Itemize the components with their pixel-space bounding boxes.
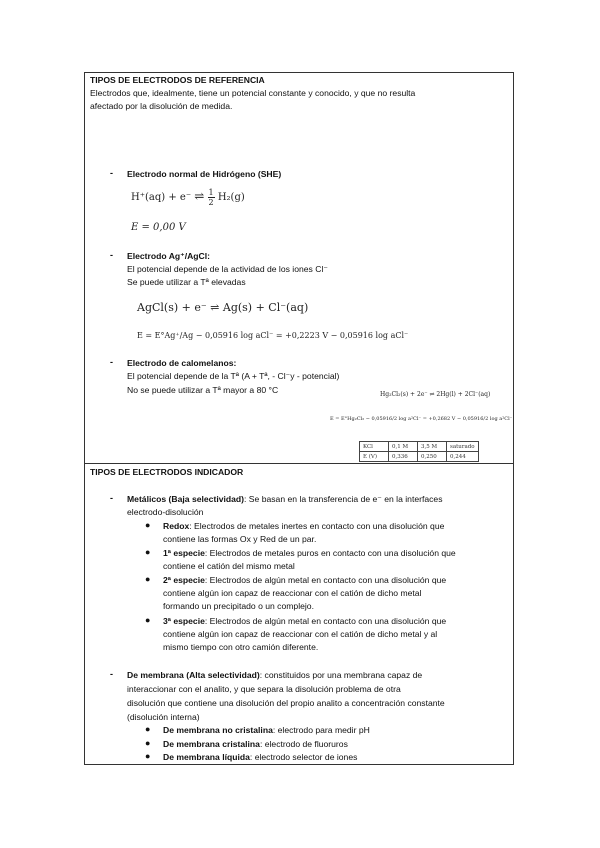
bullet-dash: - <box>110 168 113 178</box>
bullet-dot: ● <box>145 738 151 748</box>
list-item-line: contiene el catión del mismo metal <box>163 561 295 571</box>
agcl-description: Se puede utilizar a Tª elevadas <box>127 277 246 287</box>
table-row <box>360 452 479 462</box>
reference-intro-line: afectado por la disolución de medida. <box>90 101 233 111</box>
list-item: Redox: Electrodos de metales inertes en contacto con una disolución que <box>163 521 445 531</box>
list-item-line: mismo tiempo con otro camión diferente. <box>163 642 319 652</box>
indicator-section-title: TIPOS DE ELECTRODOS INDICADOR <box>90 467 244 477</box>
she-title: Electrodo normal de Hidrógeno (SHE) <box>127 169 282 179</box>
she-potential: E = 0,00 V <box>131 222 186 233</box>
table-cell: 3,5 M <box>418 442 447 452</box>
table-cell: 0,1 M <box>389 442 418 452</box>
list-item-line: contiene las formas Ox y Red de un par. <box>163 534 317 544</box>
table-cell: saturado <box>447 442 479 452</box>
table-row <box>360 442 479 452</box>
bullet-dash: - <box>110 669 113 679</box>
list-item: 2ª especie: Electrodos de algún metal en contacto con una disolución que <box>163 575 447 585</box>
list-item: De membrana no cristalina: electrodo para medir pH <box>163 725 370 735</box>
membrane-paragraph-line: disolución que contiene una disolución del propio analito a concentración constante <box>127 698 445 708</box>
agcl-description: El potencial depende de la actividad de los iones Cl⁻ <box>127 264 328 274</box>
bullet-dash: - <box>110 357 113 367</box>
calomel-nernst-equation: E = E°Hg₂Cl₂ − 0,05916/2 log a²Cl⁻ = +0,2682 V − 0,05916/2 log a²Cl⁻ <box>330 416 513 422</box>
table-cell: 0,336 <box>389 452 418 462</box>
bullet-dot: ● <box>145 615 151 625</box>
bullet-dash: - <box>110 493 113 503</box>
metallic-paragraph-line: electrodo-disolución <box>127 507 204 517</box>
table-cell: 0,250 <box>418 452 447 462</box>
list-item-line: contiene algún ion capaz de reaccionar con el catión de dicho metal y al <box>163 629 438 639</box>
bullet-dot: ● <box>145 520 151 530</box>
she-half-reaction: H⁺(aq) + e⁻ ⇌ $\frac{1}{2}$ H₂(g) <box>131 188 245 207</box>
table-cell: E (V) <box>360 452 389 462</box>
agcl-title: Electrodo Ag⁺/AgCl: <box>127 251 210 261</box>
list-item-line: contiene algún ion capaz de reaccionar con el catión de dicho metal <box>163 588 422 598</box>
list-item: 1ª especie: Electrodos de metales puros en contacto con una disolución que <box>163 548 456 558</box>
reference-intro-line: Electrodos que, idealmente, tiene un potencial constante y conocido, y que no resulta <box>90 88 416 98</box>
list-item: 3ª especie: Electrodos de algún metal en contacto con una disolución que <box>163 616 447 626</box>
calomel-description: El potencial depende de la Tª (A + Tª, - Cl⁻y - potencial) <box>127 371 340 381</box>
agcl-nernst-equation: E = E°Ag⁺/Ag − 0,05916 log aCl⁻ = +0,2223 V − 0,05916 log aCl⁻ <box>137 331 409 340</box>
calomel-half-reaction: Hg₂Cl₂(s) + 2e⁻ ⇌ 2Hg(l) + 2Cl⁻(aq) <box>380 391 491 398</box>
calomel-title: Electrodo de calomelanos: <box>127 358 237 368</box>
calomel-description: No se puede utilizar a Tª mayor a 80 °C <box>127 385 279 395</box>
list-item-line: formando un precipitado o un complejo. <box>163 601 314 611</box>
table-cell: KCl <box>360 442 389 452</box>
bullet-dash: - <box>110 250 113 260</box>
list-item: De membrana cristalina: electrodo de fluoruros <box>163 739 348 749</box>
membrane-paragraph: De membrana (Alta selectividad): constituidos por una membrana capaz de <box>127 670 423 680</box>
membrane-title: De membrana (Alta selectividad) <box>127 670 260 680</box>
agcl-half-reaction: AgCl(s) + e⁻ ⇌ Ag(s) + Cl⁻(aq) <box>137 301 309 314</box>
bullet-dot: ● <box>145 724 151 734</box>
metallic-title: Metálicos (Baja selectividad) <box>127 494 245 504</box>
metallic-paragraph: Metálicos (Baja selectividad): Se basan en la transferencia de e⁻ en la interfaces <box>127 494 443 504</box>
bullet-dot: ● <box>145 547 151 557</box>
bullet-dot: ● <box>145 751 151 761</box>
calomel-potential-table <box>359 441 479 462</box>
membrane-paragraph-line: interaccionar con el analito, y que separa la disolución problema de otra <box>127 684 401 694</box>
list-item: De membrana líquida: electrodo selector de iones <box>163 752 358 762</box>
membrane-paragraph-line: (disolución interna) <box>127 712 200 722</box>
table-cell: 0,244 <box>447 452 479 462</box>
bullet-dot: ● <box>145 574 151 584</box>
reference-section-title: TIPOS DE ELECTRODOS DE REFERENCIA <box>90 75 265 85</box>
